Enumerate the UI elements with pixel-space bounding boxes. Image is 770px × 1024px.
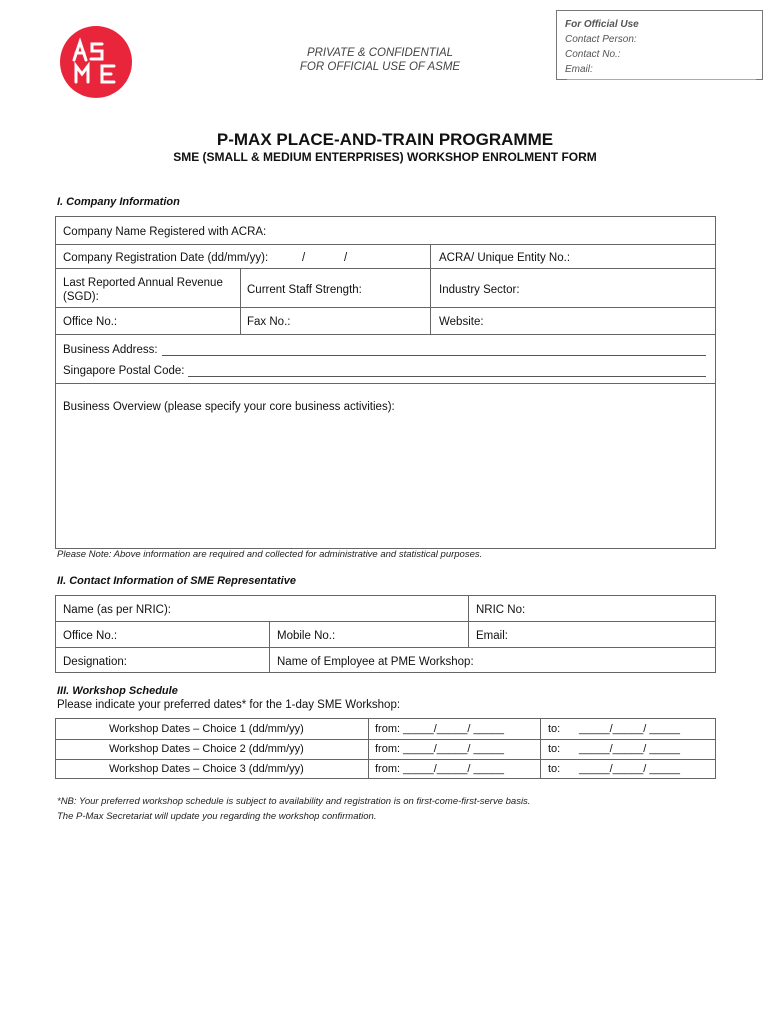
divider bbox=[56, 647, 715, 648]
official-contact-person: Contact Person: bbox=[565, 34, 637, 45]
workshop-choice-3-to-label: to: bbox=[548, 763, 561, 775]
industry-sector-field[interactable]: Industry Sector: bbox=[439, 284, 520, 296]
acra-uen-field[interactable]: ACRA/ Unique Entity No.: bbox=[439, 252, 571, 264]
divider bbox=[56, 307, 715, 308]
divider bbox=[56, 244, 715, 245]
confidential-line-2: FOR OFFICIAL USE OF ASME bbox=[299, 61, 461, 73]
section-3-heading: III. Workshop Schedule bbox=[57, 685, 178, 697]
official-contact-no: Contact No.: bbox=[565, 49, 621, 60]
divider bbox=[240, 268, 241, 334]
divider bbox=[56, 334, 715, 335]
confidentiality-notice bbox=[270, 46, 490, 74]
divider bbox=[368, 719, 369, 778]
contact-info-table bbox=[55, 595, 716, 673]
rep-office-field[interactable]: Office No.: bbox=[63, 630, 118, 642]
section-2-heading: II. Contact Information of SME Representative bbox=[57, 575, 296, 587]
workshop-note-1: *NB: Your preferred workshop schedule is subject to availability and registration is on first-come-first-serve basis. bbox=[57, 796, 531, 807]
workshop-choice-1-from[interactable]: from: _____/_____/ _____ bbox=[375, 723, 505, 735]
office-no-field[interactable]: Office No.: bbox=[63, 316, 118, 328]
divider bbox=[540, 719, 541, 778]
form-title: P-MAX PLACE-AND-TRAIN PROGRAMME bbox=[216, 130, 554, 149]
workshop-note-2: The P-Max Secretariat will update you regarding the workshop confirmation. bbox=[57, 811, 377, 822]
workshop-choice-2-label: Workshop Dates – Choice 2 (dd/mm/yy) bbox=[109, 743, 304, 755]
official-use-title: For Official Use bbox=[565, 19, 639, 30]
website-field[interactable]: Website: bbox=[439, 316, 484, 328]
workshop-choice-1-to[interactable]: _____/_____/ _____ bbox=[579, 723, 680, 735]
divider bbox=[56, 621, 715, 622]
asme-logo bbox=[60, 26, 132, 98]
official-use-box bbox=[556, 10, 763, 80]
nric-field[interactable]: NRIC No: bbox=[476, 604, 526, 616]
section-3-intro: Please indicate your preferred dates* for the 1-day SME Workshop: bbox=[57, 699, 401, 711]
business-overview-field[interactable]: Business Overview (please specify your core business activities): bbox=[63, 401, 395, 413]
workshop-choice-1-to-label: to: bbox=[548, 723, 561, 735]
company-info-table bbox=[55, 216, 716, 549]
workshop-choice-2-to-label: to: bbox=[548, 743, 561, 755]
divider bbox=[56, 759, 715, 760]
divider bbox=[56, 739, 715, 740]
divider bbox=[468, 596, 469, 647]
divider bbox=[56, 268, 715, 269]
divider bbox=[56, 383, 715, 384]
annual-revenue-field[interactable]: Last Reported Annual Revenue (SGD): bbox=[63, 277, 223, 303]
staff-strength-field[interactable]: Current Staff Strength: bbox=[247, 284, 362, 296]
section-1-note: Please Note: Above information are required and collected for administrative and statistical purposes. bbox=[57, 549, 483, 560]
section-1-heading: I. Company Information bbox=[57, 196, 180, 208]
rep-email-field[interactable]: Email: bbox=[476, 630, 508, 642]
divider bbox=[430, 244, 431, 334]
fax-no-field[interactable]: Fax No.: bbox=[247, 316, 291, 328]
divider bbox=[269, 621, 270, 672]
official-email: Email: bbox=[565, 64, 593, 75]
workshop-choice-2-to[interactable]: _____/_____/ _____ bbox=[579, 743, 680, 755]
official-divider bbox=[567, 79, 756, 80]
rep-name-field[interactable]: Name (as per NRIC): bbox=[63, 604, 171, 616]
workshop-choice-3-to[interactable]: _____/_____/ _____ bbox=[579, 763, 680, 775]
date-slash: / bbox=[302, 252, 306, 264]
workshop-choice-2-from[interactable]: from: _____/_____/ _____ bbox=[375, 743, 505, 755]
rep-mobile-field[interactable]: Mobile No.: bbox=[277, 630, 336, 642]
workshop-choice-1-label: Workshop Dates – Choice 1 (dd/mm/yy) bbox=[109, 723, 304, 735]
postal-code-label: Singapore Postal Code: bbox=[63, 365, 185, 377]
date-slash: / bbox=[344, 252, 348, 264]
business-address-label: Business Address: bbox=[63, 344, 158, 356]
employee-name-field[interactable]: Name of Employee at PME Workshop: bbox=[277, 656, 474, 668]
company-name-field[interactable]: Company Name Registered with ACRA: bbox=[63, 226, 267, 238]
workshop-choice-3-from[interactable]: from: _____/_____/ _____ bbox=[375, 763, 505, 775]
confidential-line-1: PRIVATE & CONFIDENTIAL bbox=[306, 47, 454, 59]
designation-field[interactable]: Designation: bbox=[63, 656, 127, 668]
asme-logo-icon bbox=[60, 26, 132, 98]
business-address-input[interactable] bbox=[162, 355, 706, 356]
form-subtitle: SME (SMALL & MEDIUM ENTERPRISES) WORKSHOP ENROLMENT FORM bbox=[173, 150, 597, 164]
workshop-dates-table bbox=[55, 718, 716, 779]
registration-date-field[interactable]: Company Registration Date (dd/mm/yy): bbox=[63, 252, 269, 264]
postal-code-input[interactable] bbox=[188, 376, 706, 377]
workshop-choice-3-label: Workshop Dates – Choice 3 (dd/mm/yy) bbox=[109, 763, 304, 775]
